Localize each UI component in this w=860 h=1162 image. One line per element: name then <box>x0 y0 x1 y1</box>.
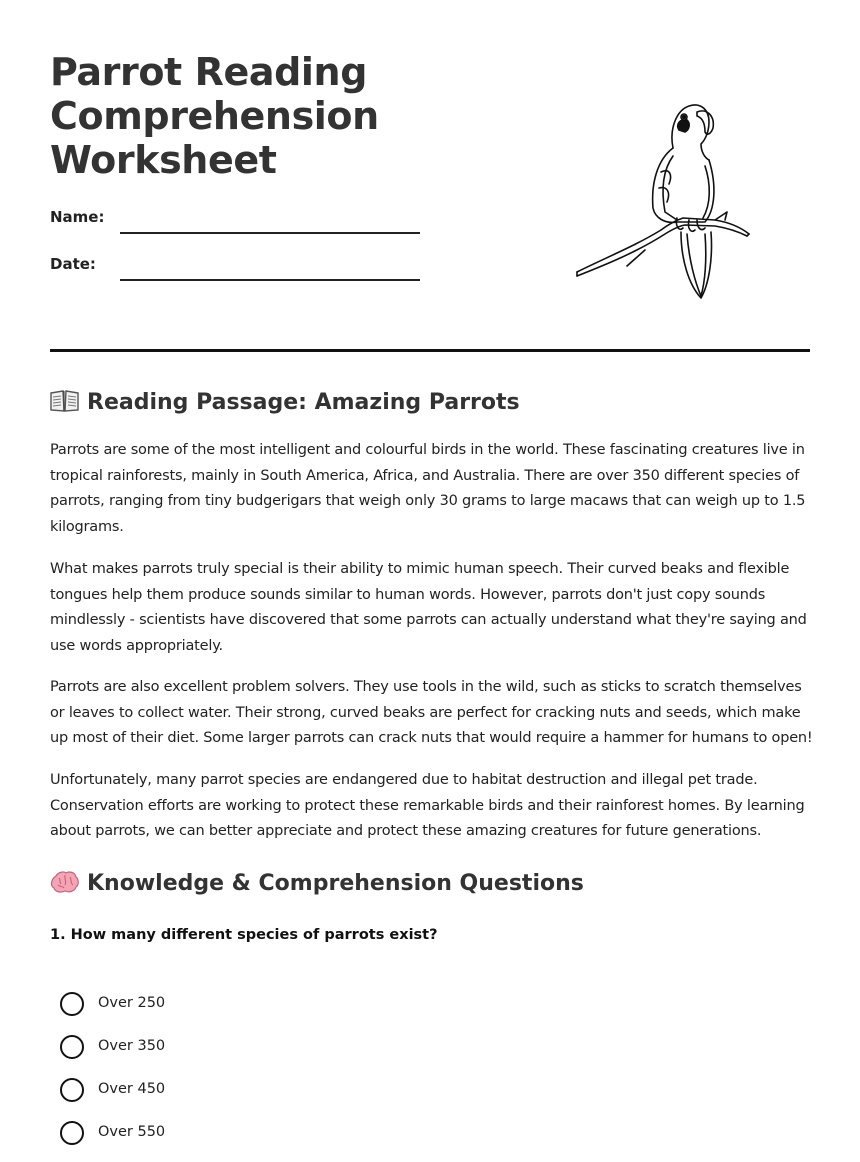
option-label: Over 450 <box>98 1081 166 1097</box>
brain-icon <box>50 870 79 894</box>
option-label: Over 350 <box>98 1038 166 1054</box>
answer-option[interactable] <box>60 990 460 1033</box>
name-input-line[interactable] <box>120 232 420 234</box>
question-1-prompt: 1. How many different species of parrots exist? <box>50 927 438 943</box>
parrot-icon <box>565 100 760 305</box>
reading-paragraph: Parrots are also excellent problem solvers. They use tools in the wild, such as sticks to scratch themselves or leaves to collect water. Their strong, curved beaks are perfect for cracking nuts and seeds, which make up most of their diet. Some larger parrots can crack nuts that would require a hammer for humans to open! <box>50 679 813 747</box>
answer-option[interactable] <box>60 1119 460 1162</box>
reading-passage-heading <box>50 389 520 417</box>
worksheet-title: Parrot Reading Comprehension Worksheet <box>50 50 379 182</box>
reading-heading-text: Reading Passage: Amazing Parrots <box>87 390 520 415</box>
open-book-icon <box>50 389 79 413</box>
reading-paragraph: Unfortunately, many parrot species are endangered due to habitat destruction and illegal pet trade. Conservation efforts are working to protect these remarkable birds and their rainforest homes. By learning about parrots, we can better appreciate and protect these amazing creatures for future generations. <box>50 772 805 840</box>
radio-button[interactable] <box>60 1121 84 1145</box>
questions-heading-text: Knowledge & Comprehension Questions <box>87 871 584 896</box>
name-field <box>50 208 420 234</box>
header-divider <box>50 349 810 352</box>
date-input-line[interactable] <box>120 279 420 281</box>
radio-button[interactable] <box>60 1035 84 1059</box>
date-label: Date: <box>50 255 96 273</box>
reading-paragraph: What makes parrots truly special is their ability to mimic human speech. Their curved beaks and flexible tongues help them produce sounds similar to human words. However, parrots don't just copy sounds mindlessly - scientists have discovered that some parrots can actually understand what they're saying and use words appropriately. <box>50 561 807 655</box>
answer-option[interactable] <box>60 1076 460 1119</box>
radio-button[interactable] <box>60 1078 84 1102</box>
reading-paragraph: Parrots are some of the most intelligent and colourful birds in the world. These fascinating creatures live in tropical rainforests, mainly in South America, Africa, and Australia. There are over 350 different species of parrots, ranging from tiny budgerigars that weigh only 30 grams to large macaws that can weigh up to 1.5 kilograms. <box>50 442 806 536</box>
answer-option[interactable] <box>60 1033 460 1076</box>
question-1-options <box>60 990 460 1162</box>
option-label: Over 550 <box>98 1124 166 1140</box>
radio-button[interactable] <box>60 992 84 1016</box>
option-label: Over 250 <box>98 995 166 1011</box>
questions-heading <box>50 870 584 898</box>
name-label: Name: <box>50 208 105 226</box>
date-field <box>50 255 420 281</box>
